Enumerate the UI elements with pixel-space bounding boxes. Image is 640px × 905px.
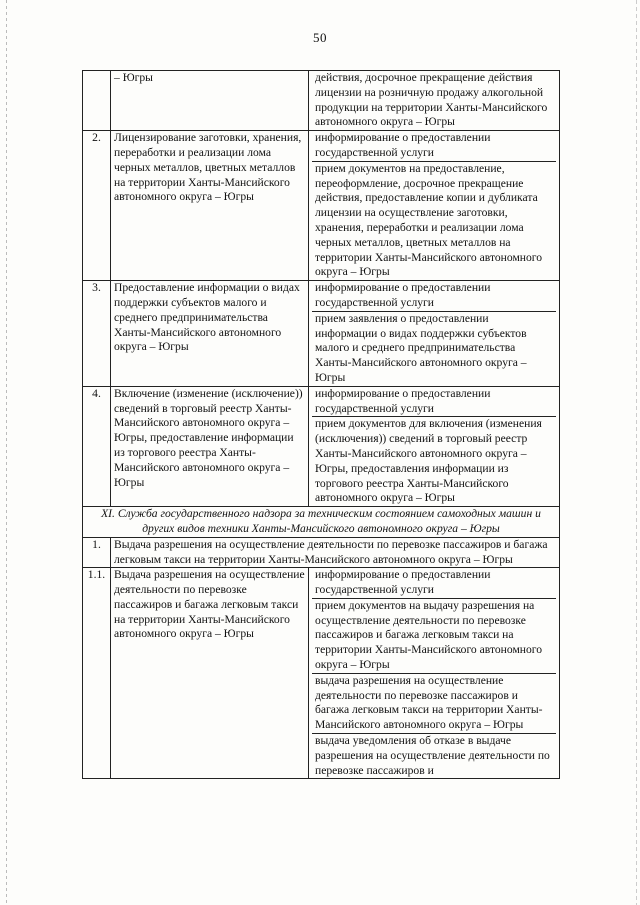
service-action: выдача разрешения на осуществление деятельности по перевозке пассажиров и багажа легковым такси на территории Ханты-Мансийского автономного округа – Югры [312,673,556,733]
service-action: информирование о предоставлении государственной услуги [315,281,491,309]
service-actions [309,71,560,131]
service-name: Выдача разрешения на осуществление деятельности по перевозке пассажиров и багажа легковым такси на территории Ханты-Мансийского автономного округа – Югры [111,537,560,568]
service-action: информирование о предоставлении государственной услуги [315,386,491,415]
service-action: выдача уведомления об отказе в выдаче разрешения на осуществление деятельности по перевозке пассажиров и [312,733,556,778]
service-action: информирование о предоставлении государственной услуги [315,568,491,597]
scan-edge-left [6,0,7,905]
row-number: 1. [83,537,111,568]
row-number [83,71,111,131]
service-name: Включение (изменение (исключение)) сведений в торговый реестр Ханты-Мансийского автономного округа – Югры, предоставление информации из торгового реестра Ханты-Мансийского автономного округа – Югры [111,386,309,506]
row-number: 1.1. [83,568,111,779]
service-action: действия, досрочное прекращение действия лицензии на розничную продажу алкогольной продукции на территории Ханты-Мансийского автономного округа – Югры [315,71,548,129]
service-action: прием документов на предоставление, переоформление, досрочное прекращение действия, предоставление копии и дубликата лицензии на осуществление заготовки, хранения, переработки и реализации лома черных металлов, цветных металлов на территории Ханты-Мансийского автономного округа – Югры [312,161,556,280]
service-name: Выдача разрешения на осуществление деятельности по перевозке пассажиров и багажа легковым такси на территории Ханты-Мансийского автономного округа – Югры [111,568,309,779]
service-name: Предоставление информации о видах поддержки субъектов малого и среднего предпринимательства Ханты-Мансийского автономного округа – Югры [111,281,309,387]
services-table [82,70,560,779]
service-actions [309,131,560,281]
service-name: Лицензирование заготовки, хранения, переработки и реализации лома черных металлов, цветных металлов на территории Ханты-Мансийского автономного округа – Югры [111,131,309,281]
service-action: прием документов на выдачу разрешения на осуществление деятельности по перевозке пассажиров и багажа легковым такси на территории Ханты-Мансийского автономного округа – Югры [312,598,556,673]
page-number: 50 [313,30,327,45]
table-row [83,537,560,568]
table-row [83,71,560,131]
service-actions [309,386,560,506]
scan-edge-right [636,0,637,905]
service-action: прием заявления о предоставлении информации о видах поддержки субъектов малого и среднего предпринимательства Ханты-Мансийского автономного округа – Югры [312,311,556,386]
table-row [83,281,560,387]
service-actions [309,281,560,387]
row-number: 4. [83,386,111,506]
row-number: 3. [83,281,111,387]
service-action: прием документов для включения (изменения (исключения)) сведений в торговый реестр Ханты-Мансийского автономного округа – Югры, предоставления информации из торгового реестра Ханты-Мансийского автономного округа – Югры [312,416,556,506]
service-name: – Югры [111,71,309,131]
service-actions [309,568,560,779]
table-row [83,131,560,281]
section-header-row [83,507,560,538]
section-title: XI. Служба государственного надзора за техническим состоянием самоходных машин и других видов техники Ханты-Мансийского автономного округа – Югры [83,507,560,538]
row-number: 2. [83,131,111,281]
table-row [83,386,560,506]
table-row [83,568,560,779]
service-action: информирование о предоставлении государственной услуги [315,131,491,159]
